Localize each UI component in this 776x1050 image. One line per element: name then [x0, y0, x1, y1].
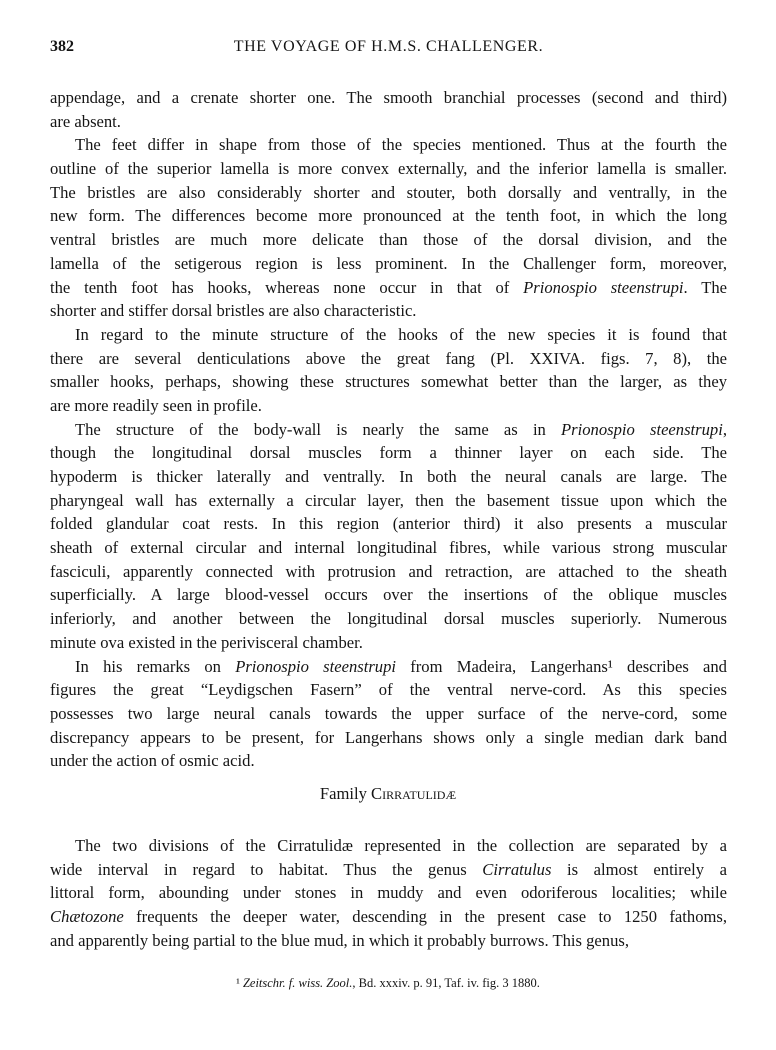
text-segment: . The — [683, 277, 728, 297]
text-segment: ventral bristles are much more delicate than those of the dorsal division, and the — [50, 230, 727, 250]
text-segment: hypoderm is thicker laterally and ventrally. In both the neural canals are large. The — [50, 467, 727, 486]
text-line — [50, 631, 727, 655]
italic-taxon-name: Cirratulus — [482, 859, 552, 879]
text-line — [50, 536, 727, 560]
text-segment: shorter and stiffer dorsal bristles are also characteristic. — [50, 301, 417, 321]
text-line — [50, 323, 727, 347]
text-segment: possesses two large neural canals towards the upper surface of the nerve-cord, some — [50, 703, 727, 723]
italic-taxon-name: Prionospio steenstrupi — [561, 419, 723, 439]
text-segment: the tenth foot has hooks, whereas none occur in that of — [50, 277, 524, 297]
text-segment: new form. The differences become more pronounced at the tenth foot, in which the long — [50, 206, 727, 226]
text-segment: and apparently being partial to the blue mud, in which it probably burrows. This genus, — [50, 930, 629, 950]
page-number: 382 — [50, 38, 74, 55]
text-segment: inferiorly, and another between the longitudinal dorsal muscles superiorly. Numerous — [50, 609, 727, 629]
text-segment: sheath of external circular and internal longitudinal fibres, while various strong muscular — [50, 538, 727, 558]
text-segment: , — [722, 419, 727, 439]
text-line — [50, 204, 727, 228]
text-segment: lamella of the setigerous region is less prominent. In the Challenger form, moreover, — [50, 253, 727, 273]
text-segment: outline of the superior lamella is more convex externally, and the inferior lamella is smaller. — [50, 159, 727, 179]
italic-taxon-name: Chætozone — [50, 907, 124, 927]
paragraph — [50, 418, 727, 655]
footnote-details: , Bd. xxxiv. p. 91, Taf. iv. fig. 3 1880. — [352, 976, 540, 990]
italic-taxon-name: Prionospio steenstrupi — [523, 277, 684, 297]
text-line — [50, 370, 727, 394]
text-line — [50, 299, 727, 323]
text-line — [50, 133, 727, 157]
text-line — [50, 583, 727, 607]
text-segment: pharyngeal wall has externally a circular layer, then the basement tissue upon which the — [50, 490, 727, 510]
text-line — [50, 726, 727, 750]
text-segment: smaller hooks, perhaps, showing these structures somewhat better than the larger, as they — [50, 372, 727, 392]
paragraph — [50, 323, 727, 418]
text-line — [50, 276, 727, 300]
text-line — [50, 607, 727, 631]
text-segment: there are several denticulations above the great fang (Pl. XXIVA. figs. 7, 8), the — [50, 348, 727, 368]
text-segment: folded glandular coat rests. In this region (anterior third) it also presents a muscular — [50, 514, 727, 534]
text-line — [50, 512, 727, 536]
section-heading — [0, 784, 776, 804]
text-line — [50, 228, 727, 252]
text-segment: though the longitudinal dorsal muscles form a thinner layer on each side. The — [50, 443, 727, 463]
text-segment: wide interval in regard to habitat. Thus the genus — [50, 859, 483, 879]
running-title: THE VOYAGE OF H.M.S. CHALLENGER. — [233, 38, 544, 55]
heading-prefix: Family — [319, 784, 372, 803]
paragraph — [50, 655, 727, 773]
footnote — [0, 976, 776, 991]
text-segment: are more readily seen in profile. — [50, 395, 262, 415]
text-segment: appendage, and a crenate shorter one. The smooth branchial processes (second and third) — [50, 88, 727, 107]
paragraph — [50, 86, 727, 133]
running-head — [50, 38, 727, 62]
text-segment: minute ova existed in the perivisceral chamber. — [50, 632, 363, 652]
text-line — [50, 749, 727, 773]
text-line — [50, 465, 727, 489]
text-line — [50, 347, 727, 371]
text-line — [50, 834, 727, 858]
paragraph — [50, 834, 727, 952]
text-line — [50, 881, 727, 905]
text-segment: are absent. — [50, 111, 121, 131]
text-segment: is almost entirely a — [551, 859, 727, 879]
heading-family-name: Cirratulidæ — [371, 784, 457, 803]
text-segment: superficially. A large blood-vessel occurs over the insertions of the oblique muscles — [50, 585, 727, 605]
text-segment: from Madeira, Langerhans¹ describes and — [396, 656, 727, 676]
text-segment: discrepancy appears to be present, for Langerhans shows only a single median dark band — [50, 727, 727, 747]
body-text-section-1 — [50, 86, 727, 773]
text-segment: The two divisions of the Cirratulidæ represented in the collection are separated by a — [75, 836, 727, 855]
text-line — [50, 252, 727, 276]
text-line — [50, 181, 727, 205]
text-line — [50, 655, 727, 679]
text-line — [50, 394, 727, 418]
text-line — [50, 929, 727, 953]
text-line — [50, 110, 727, 134]
text-line — [50, 157, 727, 181]
text-segment: littoral form, abounding under stones in muddy and even odoriferous localities; while — [50, 883, 727, 903]
text-segment: fasciculi, apparently connected with protrusion and retraction, are attached to the sheath — [50, 561, 727, 581]
text-line — [50, 905, 727, 929]
text-line — [50, 489, 727, 513]
text-line — [50, 678, 727, 702]
text-segment: frequents the deeper water, descending in the present case to 1250 fathoms, — [123, 907, 727, 927]
footnote-source: Zeitschr. f. wiss. Zool. — [242, 976, 353, 990]
text-line — [50, 441, 727, 465]
paragraph — [50, 133, 727, 323]
italic-taxon-name: Prionospio steenstrupi — [235, 656, 397, 676]
text-segment: under the action of osmic acid. — [50, 751, 255, 771]
text-segment: figures the great “Leydigschen Fasern” of the ventral nerve-cord. As this species — [50, 680, 727, 700]
body-text-section-2 — [50, 834, 727, 952]
text-segment: The bristles are also considerably shorter and stouter, both dorsally and ventrally, in the — [50, 182, 727, 202]
text-segment: The structure of the body-wall is nearly the same as in — [75, 419, 562, 439]
footnote-mark: ¹ — [236, 976, 243, 990]
text-line — [50, 702, 727, 726]
text-segment: In regard to the minute structure of the hooks of the new species it is found that — [75, 324, 727, 344]
text-line — [50, 418, 727, 442]
text-segment: In his remarks on — [75, 656, 236, 676]
text-line — [50, 858, 727, 882]
text-line — [50, 86, 727, 110]
text-segment: The feet differ in shape from those of the species mentioned. Thus at the fourth the — [75, 135, 727, 155]
text-line — [50, 560, 727, 584]
